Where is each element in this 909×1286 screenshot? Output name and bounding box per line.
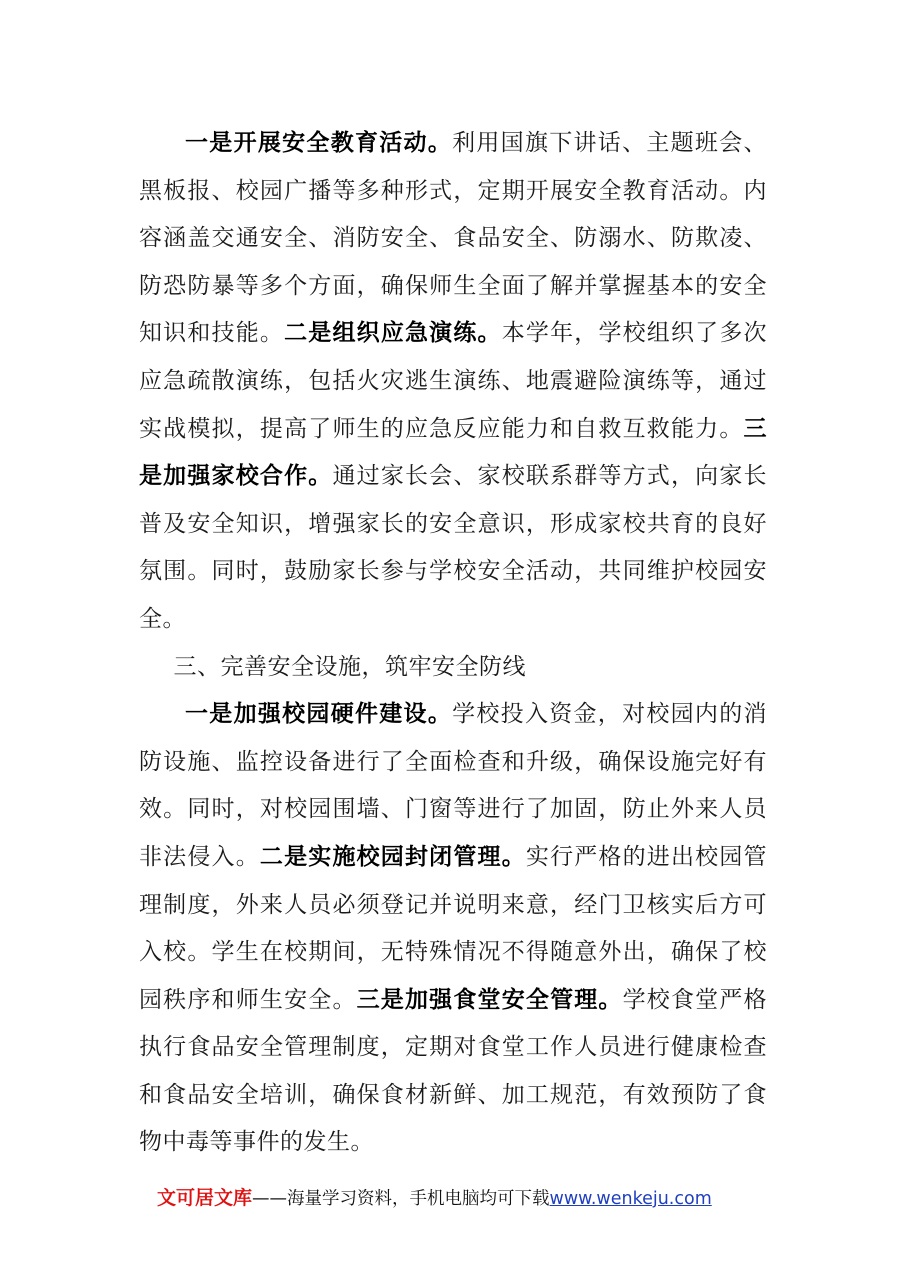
bold-lead-phrase: 三是加强食堂安全管理。: [356, 986, 623, 1013]
document-body: [139, 120, 767, 1167]
paragraph-text: 实行严格的进出校园管理制度，外来人员必须登记并说明来意，经门卫核实后方可入校。学生在校期间，无特殊情况不得随意外出，确保了校园秩序和师生安全。: [139, 843, 768, 1013]
bold-lead-phrase: 二是实施校园封闭管理。: [259, 843, 526, 870]
bold-lead-phrase: 一是加强校园硬件建设。: [185, 701, 453, 728]
footer-brand: 文可居文库: [157, 1187, 253, 1209]
bold-lead-phrase: 二是组织应急演练。: [284, 320, 502, 347]
bold-lead-phrase: 一是开展安全教育活动。: [185, 130, 453, 156]
footer-tagline: ——海量学习资料，手机电脑均可下载: [252, 1189, 550, 1209]
body-paragraph: [139, 120, 767, 644]
footer-link[interactable]: www.wenkeju.com: [549, 1189, 712, 1209]
footer-banner: [157, 1183, 712, 1210]
paragraph-text: 本学年，学校组织了多次应急疏散演练，包括火灾逃生演练、地震避险演练等，通过实战模拟，提高了师生的应急反应能力和自救互救能力。: [139, 320, 768, 442]
section-heading: 三、完善安全设施，筑牢安全防线: [173, 653, 526, 680]
body-paragraph: [139, 691, 767, 1167]
paragraph-text: 通过家长会、家校联系群等方式，向家长普及安全知识，增强家长的安全意识，形成家校共育的良好氛围。同时，鼓励家长参与学校安全活动，共同维护校园安全。: [139, 463, 768, 632]
paragraph-text: 利用国旗下讲话、主题班会、黑板报、校园广播等多种形式，定期开展安全教育活动。内容涵盖交通安全、消防安全、食品安全、防溺水、防欺凌、防恐防暴等多个方面，确保师生全面了解并掌握基本的安全知识和技能。: [139, 130, 768, 347]
paragraph-text: 学校投入资金，对校园内的消防设施、监控设备进行了全面检查和升级，确保设施完好有效。同时，对校园围墙、门窗等进行了加固，防止外来人员非法侵入。: [139, 701, 768, 870]
bold-lead-phrase: 三是加强家校合作。: [139, 415, 767, 490]
paragraph-text: 学校食堂严格执行食品安全管理制度，定期对食堂工作人员进行健康检查和食品安全培训，确保食材新鲜、加工规范，有效预防了食物中毒等事件的发生。: [139, 986, 768, 1156]
